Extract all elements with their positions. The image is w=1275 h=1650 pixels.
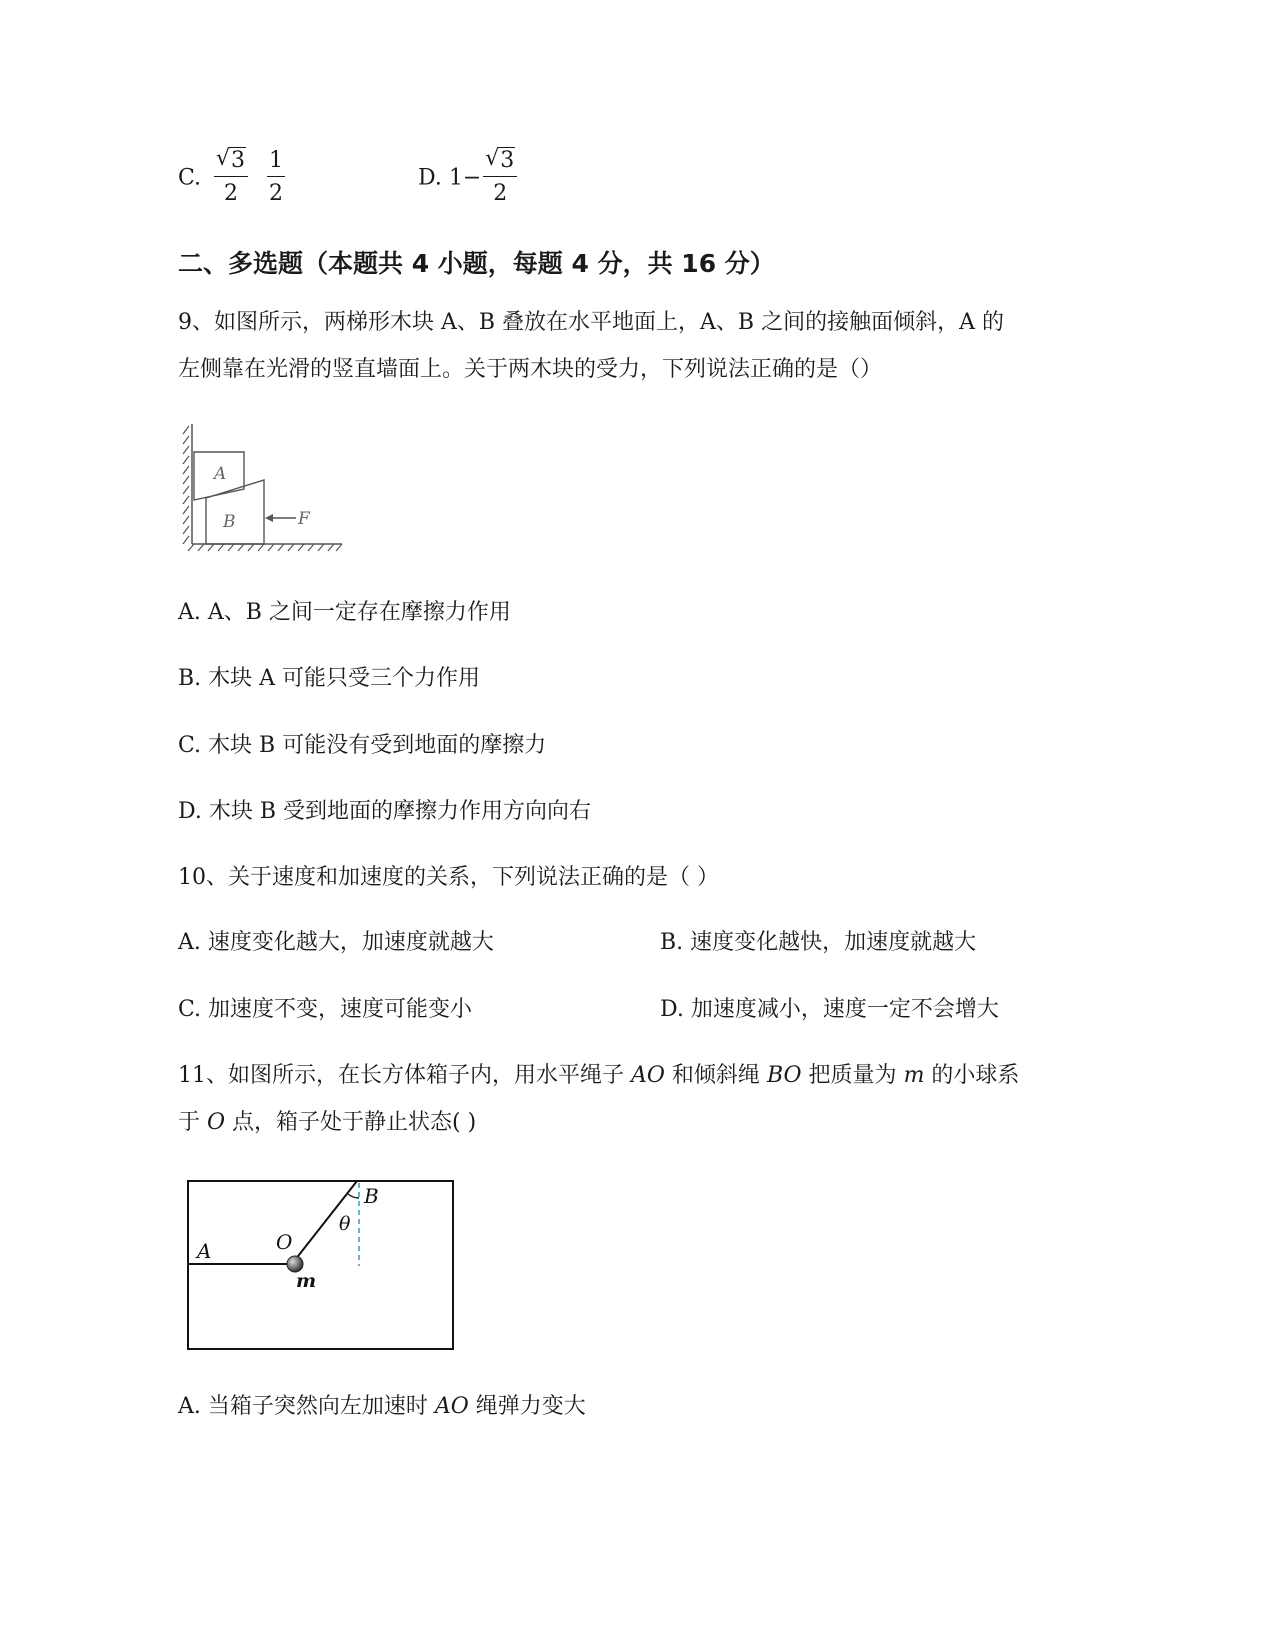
q8-option-d-prefix: D. 1−: [418, 165, 482, 191]
q10-stem: 10、关于速度和加速度的关系，下列说法正确的是（ ）: [178, 865, 719, 890]
q9-stem-line-1: 9、如图所示，两梯形木块 A、B 叠放在水平地面上，A、B 之间的接触面倾斜，A 的: [178, 310, 1004, 335]
q10-option-c: C. 加速度不变，速度可能变小: [178, 997, 473, 1022]
q11-stem-line-1: 11、如图所示，在长方体箱子内，用水平绳子 AO 和倾斜绳 BO 把质量为 m 的小球系: [178, 1063, 1020, 1088]
q11-option-a: A. 当箱子突然向左加速时 AO 绳弹力变大: [178, 1394, 586, 1419]
q9-option-d: D. 木块 B 受到地面的摩擦力作用方向向右: [178, 799, 591, 824]
label-b: B: [223, 512, 236, 532]
q9-option-a: A. A、B 之间一定存在摩擦力作用: [178, 600, 511, 625]
section-heading: 二、多选题（本题共 4 小题，每题 4 分，共 16 分）: [178, 249, 775, 278]
q10-option-b: B. 速度变化越快，加速度就越大: [660, 930, 977, 955]
label-f: F: [298, 509, 310, 529]
angle-arc: [348, 1194, 359, 1198]
label-o: O: [276, 1230, 293, 1254]
q8-option-c-prefix: C.: [178, 165, 202, 191]
q8-option-c-fraction-1: √ $\frac{3}{2}$: [214, 148, 248, 209]
label-theta: θ: [339, 1213, 351, 1235]
q9-option-c: C. 木块 B 可能没有受到地面的摩擦力: [178, 733, 547, 758]
q8-option-d-fraction: √ $\frac{3}{2}$: [483, 148, 517, 209]
sqrt-symbol: √ 3: [485, 148, 515, 174]
q11-stem-line-2: 于 O 点，箱子处于静止状态( ): [178, 1110, 477, 1135]
ground-hatching: [188, 544, 342, 551]
label-a: A: [214, 464, 227, 484]
q11-figure: [185, 1178, 457, 1354]
q9-option-b: B. 木块 A 可能只受三个力作用: [178, 666, 481, 691]
q10-option-d: D. 加速度减小，速度一定不会增大: [660, 997, 999, 1022]
sqrt-symbol: √ 3: [216, 148, 246, 174]
q9-stem-line-2: 左侧靠在光滑的竖直墙面上。关于两木块的受力，下列说法正确的是（）: [178, 357, 883, 382]
q10-option-a: A. 速度变化越大，加速度就越大: [178, 930, 494, 955]
q8-option-c-fraction-2: $\frac{1}{2}$: [269, 148, 284, 206]
q8-option-d: [418, 148, 523, 209]
wall-hatching: [183, 426, 189, 544]
q9-figure: [180, 422, 350, 554]
q8-option-c: [178, 148, 291, 209]
label-b: B: [364, 1184, 379, 1208]
force-arrowhead: [265, 514, 273, 522]
label-m: m: [296, 1270, 317, 1292]
label-a: A: [197, 1239, 212, 1263]
